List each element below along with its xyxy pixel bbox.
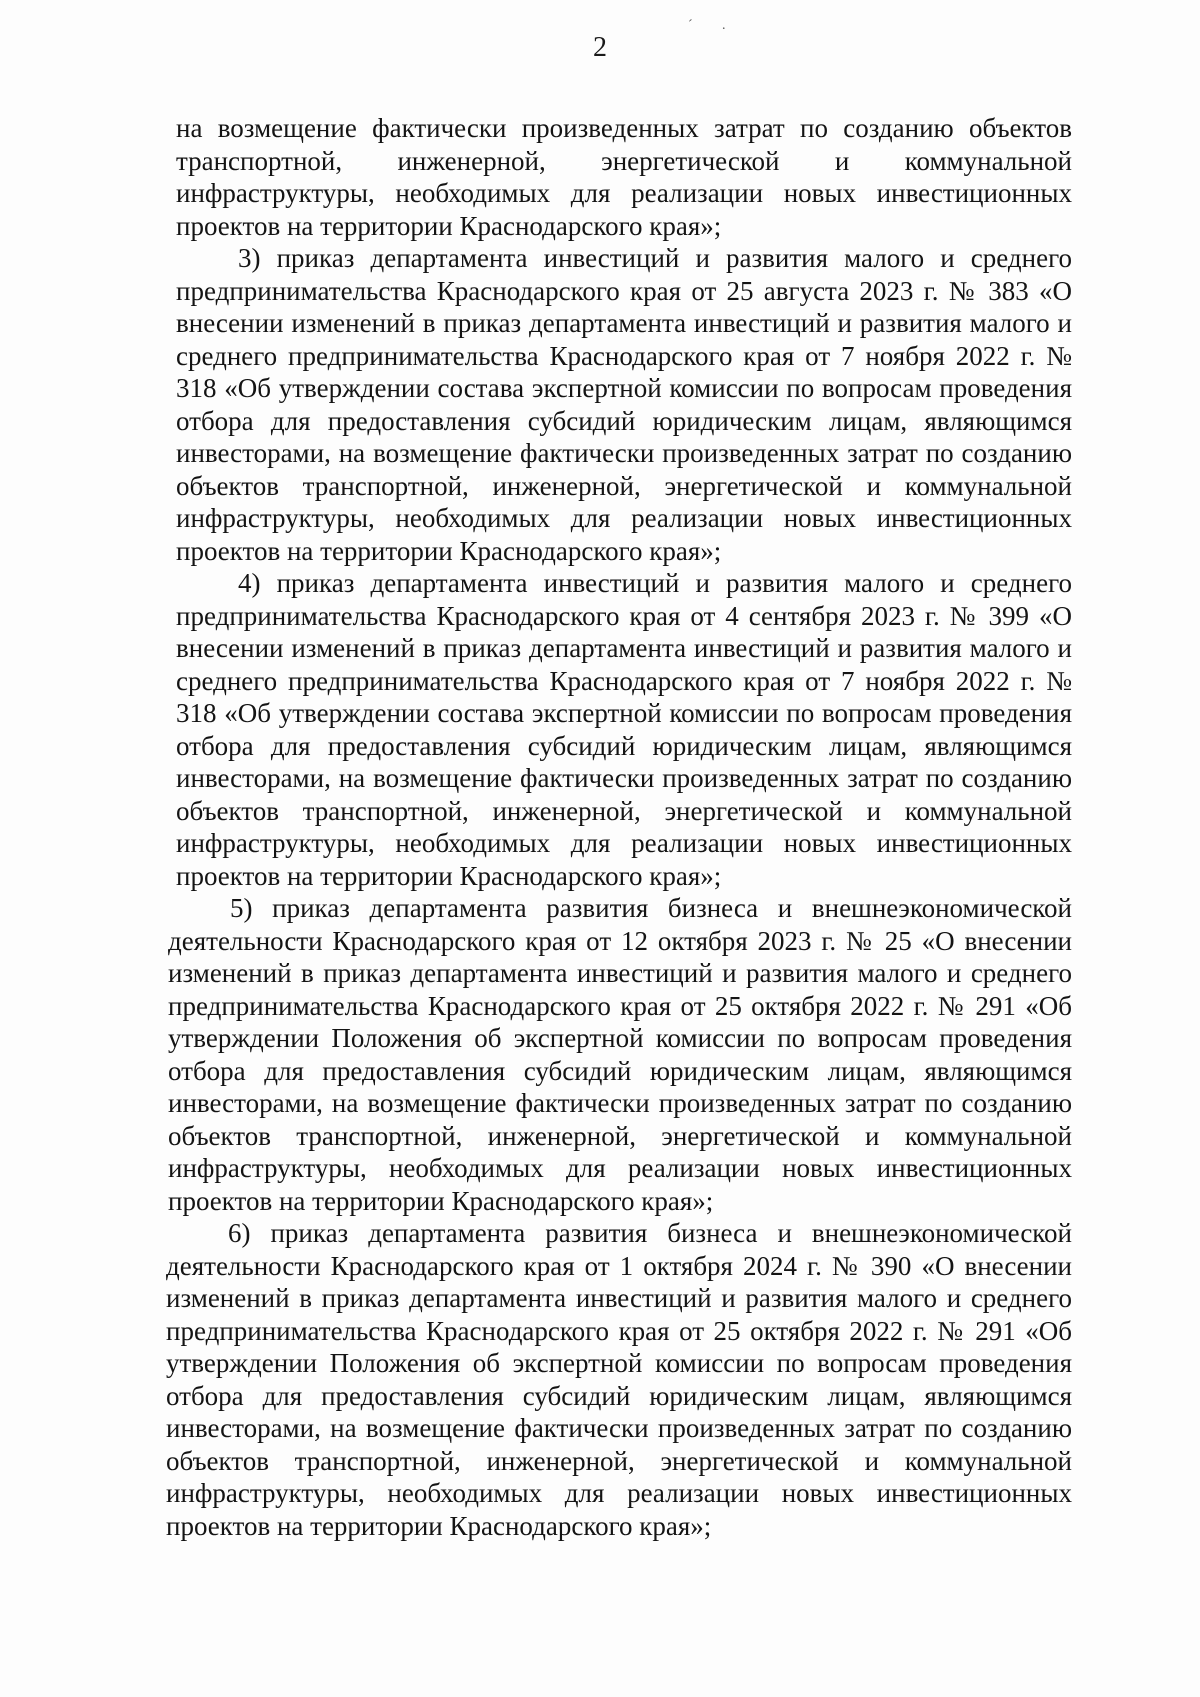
paragraph-item-4: 4) приказ департамента инвестиций и развития малого и среднего предпринимательства Краснодарского края от 4 сентября 2023 г. № 399 «О внесении изменений в приказ департамента инвестиций и развития малого и среднего предпринимательства Краснодарского края от 7 ноября 2022 г. № 318 «Об утверждении состава экспертной комиссии по вопросам проведения отбора для предоставления субсидий юридическим лицам, являющимся инвесторами, на возмещение фактически произведенных затрат по созданию объектов транспортной, инженерной, энергетической и коммунальной инфраструктуры, необходимых для реализации новых инвестиционных проектов на территории Краснодарского края»;: [176, 568, 1072, 891]
scan-speck: ˊ: [688, 18, 693, 33]
paragraph-item-5: 5) приказ департамента развития бизнеса и внешнеэкономической деятельности Краснодарского края от 12 октября 2023 г. № 25 «О внесении изменений в приказ департамента инвестиций и развития малого и среднего предпринимательства Краснодарского края от 25 октября 2022 г. № 291 «Об утверждении Положения об экспертной комиссии по вопросам проведения отбора для предоставления субсидий юридическим лицам, являющимся инвесторами, на возмещение фактически произведенных затрат по созданию объектов транспортной, инженерной, энергетической и коммунальной инфраструктуры, необходимых для реализации новых инвестиционных проектов на территории Краснодарского края»;: [168, 893, 1072, 1216]
paragraph-item-6: 6) приказ департамента развития бизнеса и внешнеэкономической деятельности Краснодарского края от 1 октября 2024 г. № 390 «О внесении изменений в приказ департамента инвестиций и развития малого и среднего предпринимательства Краснодарского края от 25 октября 2022 г. № 291 «Об утверждении Положения об экспертной комиссии по вопросам проведения отбора для предоставления субсидий юридическим лицам, являющимся инвесторами, на возмещение фактически произведенных затрат по созданию объектов транспортной, инженерной, энергетической и коммунальной инфраструктуры, необходимых для реализации новых инвестиционных проектов на территории Краснодарского края»;: [166, 1218, 1072, 1541]
paragraph-continuation: на возмещение фактически произведенных затрат по созданию объектов транспортной, инженерной, энергетической и коммунальной инфраструктуры, необходимых для реализации новых инвестиционных проектов на территории Краснодарского края»;: [176, 113, 1072, 241]
document-body: [166, 112, 1072, 1542]
page-number: 2: [593, 32, 607, 63]
paragraph-item-3: 3) приказ департамента инвестиций и развития малого и среднего предпринимательства Краснодарского края от 25 августа 2023 г. № 383 «О внесении изменений в приказ департамента инвестиций и развития малого и среднего предпринимательства Краснодарского края от 7 ноября 2022 г. № 318 «Об утверждении состава экспертной комиссии по вопросам проведения отбора для предоставления субсидий юридическим лицам, являющимся инвесторами, на возмещение фактически произведенных затрат по созданию объектов транспортной, инженерной, энергетической и коммунальной инфраструктуры, необходимых для реализации новых инвестиционных проектов на территории Краснодарского края»;: [176, 243, 1072, 566]
scan-speck: .: [722, 18, 726, 33]
